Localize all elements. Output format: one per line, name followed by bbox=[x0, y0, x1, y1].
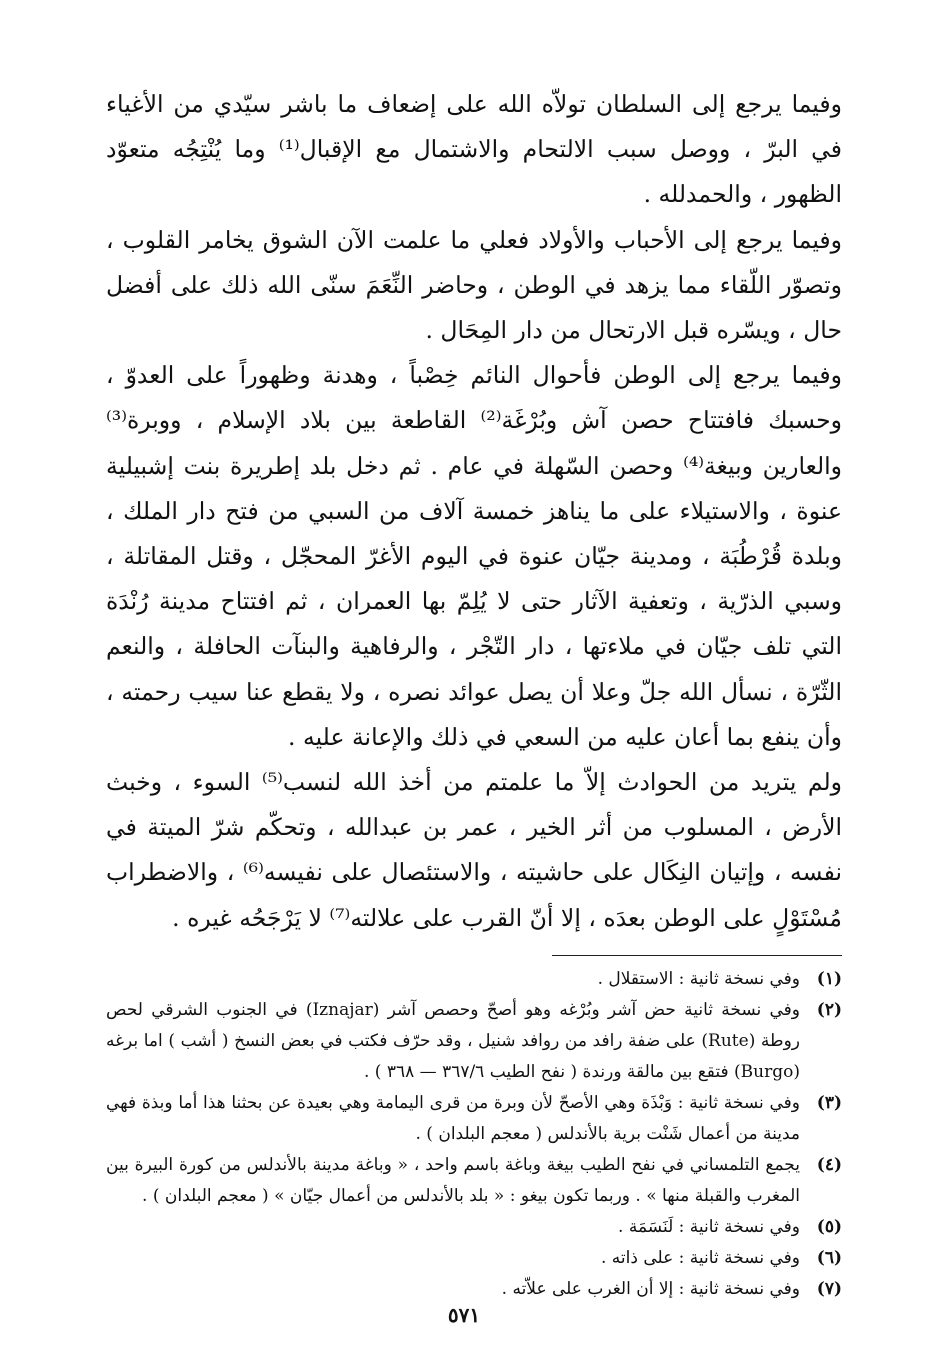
footnote-text: وفي نسخة ثانية : إلا أن الغرب على علاّته . bbox=[501, 1278, 800, 1299]
footnote-number: (٥) bbox=[816, 1216, 842, 1237]
paragraph-events: ولم يتريد من الحوادث إلاّ ما علمتم من أخذ الله لنسب⁽⁵⁾ السوء ، وخبث الأرض ، المسلوب من أثر الخير ، عمر بن عبدالله ، وتحكّم شرّ الميتة في نفسه ، وإتيان النِكَال على حاشيته ، والاستئصال على نفيسه⁽⁶⁾ ، والاضطراب مُسْتَوْلٍ على الوطن بعدَه ، إلا أنّ القرب على علالته⁽⁷⁾ لا يَرْجَحُه غيره . bbox=[106, 768, 842, 932]
footnote-number: (٧) bbox=[816, 1278, 842, 1299]
footnote-number: (٤) bbox=[816, 1154, 842, 1175]
paragraph-loved-ones: وفيما يرجع إلى الأحباب والأولاد فعلي ما علمت الآن الشوق يخامر القلوب ، وتصوّر اللّقاء مما يزهد في الوطن ، وحاضر النِّعَمَ سنّى الله ذلك على أفضل حال ، ويسّره قبل الارتحال من دار المِحَال . bbox=[106, 225, 842, 345]
footnote-number: (١) bbox=[816, 968, 842, 989]
footnote-2 bbox=[106, 995, 842, 1088]
footnote-4 bbox=[106, 1150, 842, 1212]
footnote-number: (٣) bbox=[816, 1092, 842, 1113]
footnote-text: وفي نسخة ثانية : الاستقلال . bbox=[597, 968, 800, 989]
footnote-1 bbox=[106, 964, 842, 995]
footnote-text: وفي نسخة ثانية حض آشر وبُرْغه وهو أصحّ وحصص آشر (Iznajar) في الجنوب الشرقي لحص روطة (Rute) على ضفة رافد من روافد شنيل ، وقد حرّف فكتب في بعض النسخ ( أشب ) اما برغه (Burgo) فتقع بين مالقة ورندة ( نفح الطيب ٣٦٧/٦ — ٣٦٨ ) . bbox=[106, 999, 800, 1082]
footnote-text: وفي نسخة ثانية : وَبْذَة وهي الأصحّ لأن وبرة من قرى اليمامة وهي بعيدة عن بحثنا هذا أما وبذة فهي مدينة من أعمال شَنْت برية بالأندلس ( معجم البلدان ) . bbox=[106, 1092, 801, 1144]
main-text bbox=[106, 82, 842, 941]
paragraph-sultan: وفيما يرجع إلى السلطان تولاّه الله على إضعاف ما باشر سيّدي من الأغياء في البرّ ، ووصل سبب الالتحام والاشتمال مع الإقبال⁽¹⁾ وما يُنْتِجُه متعوّد الظهور ، والحمدلله . bbox=[106, 90, 842, 209]
footnote-text: وفي نسخة ثانية : لَنَسَمَة . bbox=[618, 1216, 800, 1237]
footnotes bbox=[106, 964, 842, 1305]
footnote-6 bbox=[106, 1243, 842, 1274]
footnote-number: (٢) bbox=[816, 999, 842, 1020]
footnote-text: وفي نسخة ثانية : على ذاته . bbox=[600, 1247, 800, 1268]
footnote-5 bbox=[106, 1212, 842, 1243]
footnote-text: يجمع التلمساني في نفح الطيب بيغة وباغة باسم واحد ، « وباغة مدينة بالأندلس من كورة البيرة بين المغرب والقبلة منها » . وربما تكون بيغو : « بلد بالأندلس من أعمال جيّان » ( معجم البلدان ) . bbox=[106, 1154, 800, 1206]
page-number: ٥٧١ bbox=[447, 1303, 481, 1327]
paragraph-homeland: وفيما يرجع إلى الوطن فأحوال النائم خِصْباً ، وهدنة وظهوراً على العدوّ ، وحسبك فافتتاح حصن آش وبُرْغَة⁽²⁾ القاطعة بين بلاد الإسلام ، ووبرة⁽³⁾ والعارين وبيغة⁽⁴⁾ وحصن السّهلة في عام . ثم دخل بلد إطريرة بنت إشبيلية عنوة ، والاستيلاء على ما يناهز خمسة آلاف من السبي من فتح دار الملك ، وبلدة قُرْطُبَة ، ومدينة جيّان عنوة في اليوم الأغرّ المحجّل ، وقتل المقاتلة ، وسبي الذرّية ، وتعفية الآثار حتى لا يُلِمّ بها العمران ، ثم افتتاح مدينة رُنْدَة التي تلف جيّان في ملاءتها ، دار التّجْر ، والرفاهية والبنآت الحافلة ، والنعم الثّرّة ، نسأل الله جلّ وعلا أن يصل عوائد نصره ، ولا يقطع عنا سيب رحمته ، وأن ينفع بما أعان عليه من السعي في ذلك والإعانة عليه . bbox=[106, 361, 842, 751]
footnote-divider bbox=[552, 955, 842, 956]
footnote-3 bbox=[106, 1088, 842, 1150]
footnote-7 bbox=[106, 1274, 842, 1305]
footnote-number: (٦) bbox=[816, 1247, 842, 1268]
